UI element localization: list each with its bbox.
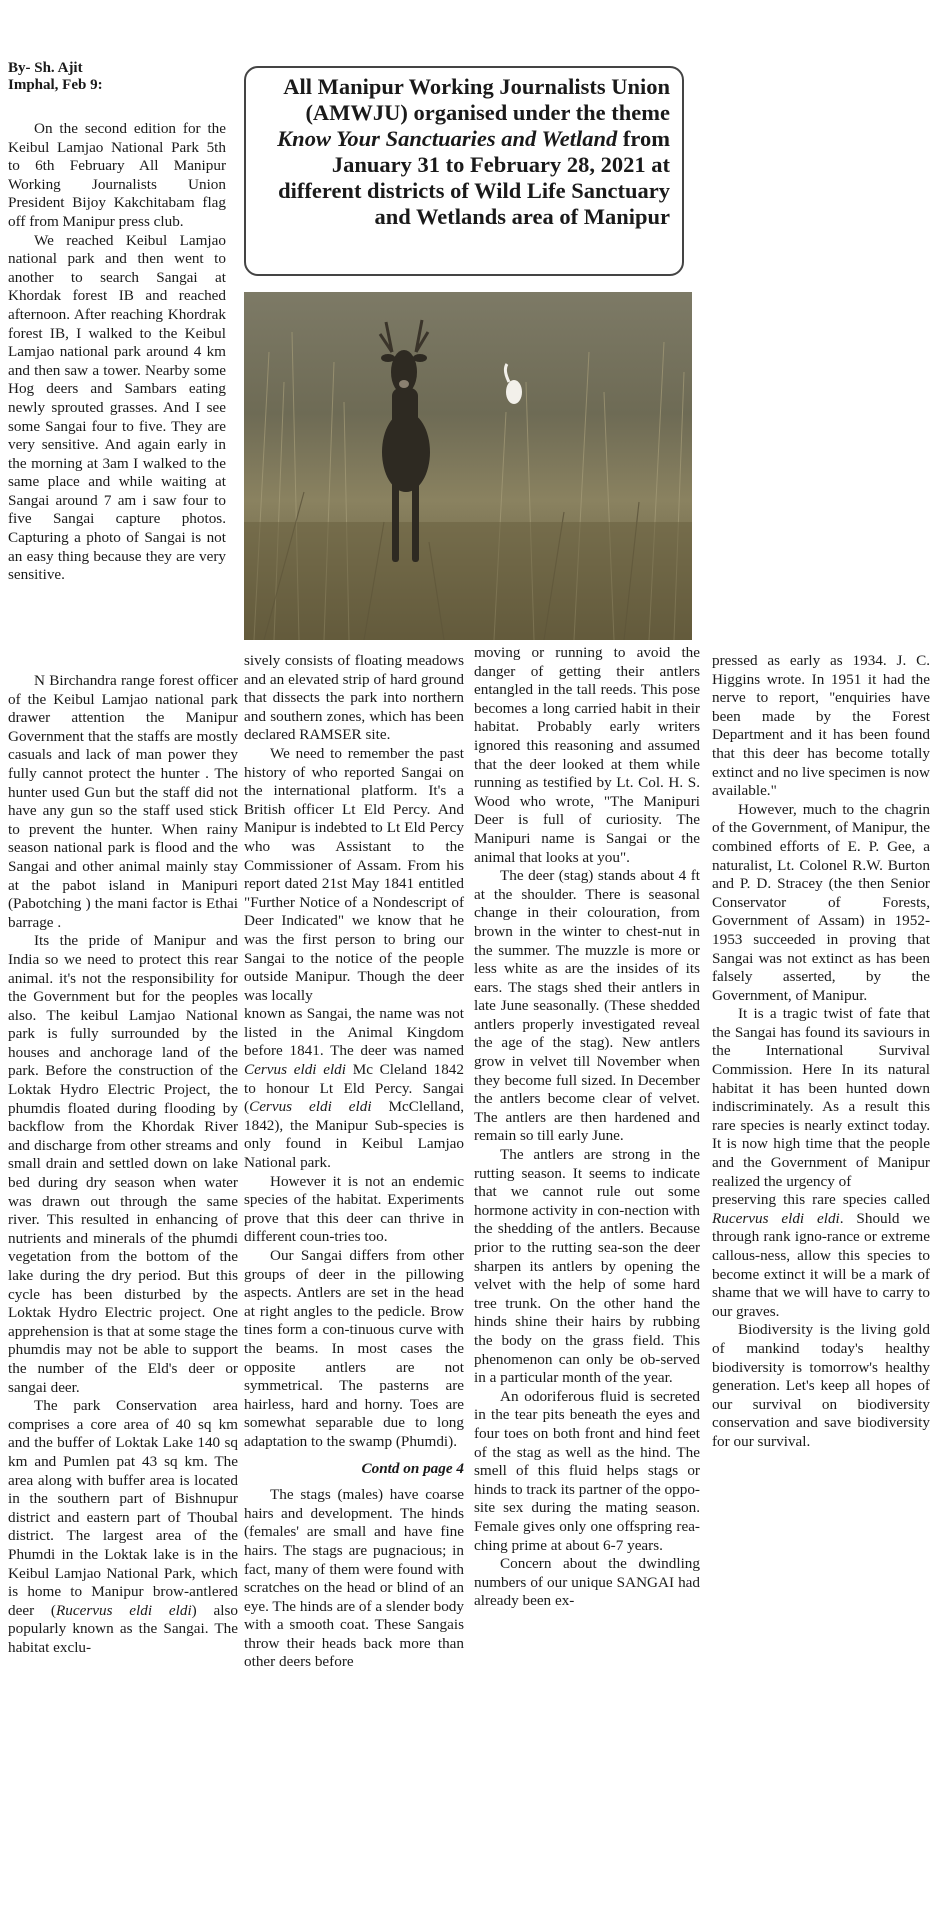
deer-in-grassland-image <box>244 292 692 640</box>
paragraph: moving or running to avoid the danger of getting their antlers entangled in the tall reeds. This pose becomes a long carried habit in their habitat. Probably early writers ignored this reasoning and assumed that the deer looked at them while running as testified by Lt. Col. H. S. Wood who wrote, "The Manipuri Deer is full of curiosity. The Manipuri name is Sangai or the animal that looks at you". <box>474 644 700 866</box>
paragraph: On the second edition for the Keibul Lamjao National Park 5th to 6th February All Manipur Working Journalists Union President Bijoy Kakchitabam flag off from Manipur press club. <box>8 120 226 230</box>
paragraph: It is a tragic twist of fate that the Sangai has found its saviours in the International Survival Commission. Here In its natural habitat it has been hunted down indiscriminately. As a result this rare species is nearly extinct today. It is now high time that the people and the Government of Manipur realized the urgency of <box>712 1005 930 1190</box>
paragraph: However, much to the chagrin of the Government, of Manipur, the combined efforts of E. P. Gee, a naturalist, Lt. Colonel R.W. Burton and P. D. Stracey (the then Senior Conservator of Forests, Government of Assam) in 1952-1953 succeeded in proving that Sangai was not extinct as has been falsely asserted, by the Government, of Manipur. <box>712 800 930 1004</box>
text-run: preserving this rare species called <box>712 1191 930 1209</box>
paragraph: The deer (stag) stands about 4 ft at the shoulder. There is seasonal change in their colouration, from brown in the winter to chest-nut in the summer. The muzzle is more or less white as are the insides of its ears. The stags shed their antlers in late June seasonally. (These shedded antlers properly investigated reveal the age of the stag). New antlers grow in velvet till November when they become full sized. In December the antlers become clear of velvet. The antlers are then hardened and remain so till early June. <box>474 867 700 1145</box>
column-3 <box>474 644 700 1611</box>
paragraph: Concern about the dwindling numbers of our unique SANGAI had already been ex- <box>474 1555 700 1610</box>
continued-on-page-4[interactable]: Contd on page 4 <box>361 1459 464 1477</box>
text-run: ) also popularly known as the Sangai. The habitat exclu- <box>8 1601 238 1656</box>
headline-part1: All Manipur Working Journalists Union (AMWJU) organised under the theme <box>283 74 670 125</box>
headline-part2: from January 31 to February 28, 2021 at different districts of Wild Life Sanctuary and Wetlands area of Manipur <box>278 126 670 229</box>
species-name: Rucervus eldi eldi <box>712 1209 840 1227</box>
text-run: Mc Cleland 1842 to honour Lt Eld Percy. Sangai ( <box>244 1061 464 1116</box>
paragraph: An odoriferous fluid is secreted in the tear pits beneath the eyes and four toes on both front and hind feet of the stag as well as the hind. The smell of this fluid helps stags or hinds to track its partner of the oppo-site sex during the mating season. Female gives only one offspring rea-ching prime at about 6-7 years. <box>474 1387 700 1554</box>
species-name: Cervus eldi eldi <box>244 1061 346 1079</box>
headline-box <box>244 66 684 276</box>
sangai-deer-photo <box>244 292 692 640</box>
paragraph: However it is not an endemic species of the habitat. Experiments prove that this deer can thrive in different coun-tries too. <box>244 1172 464 1246</box>
paragraph: The stags (males) have coarse hairs and development. The hinds (females' are small and have fine hairs. The stags are pugnacious; in fact, many of them were found with scratches on the head or blind of an eye. The hinds are of a slender body with a smooth coat. These Sangais throw their heads back more than other deers before <box>244 1486 464 1671</box>
dateline: Imphal, Feb 9: <box>8 77 103 93</box>
column-1-lower <box>8 672 238 1657</box>
column-4 <box>712 652 930 1452</box>
headline-theme: Know Your Sanctuaries and Wetland <box>277 126 618 151</box>
text-run: known as Sangai, the name was not listed in the Animal Kingdom before 1841. The deer was named <box>244 1005 464 1060</box>
paragraph: We reached Keibul Lamjao national park and then went to another to search Sangai at Khordak forest IB and reached afternoon. After reaching Khordrak forest IB, I walked to the Keibul Lamjao national park around 4 km and then saw a tower. Nearby some Hog deers and Sambars eating newly sprouted grasses. And I see some Sangai four to five. They are very sensitive. And again early in the morning at 3am I walked to the same place and while waiting at Sangai around 7 am i saw four to five Sangai capture photos. Capturing a photo of Sangai is not an easy thing because they are very sensitive. <box>8 231 226 584</box>
author: By- Sh. Ajit <box>8 60 83 76</box>
byline <box>8 60 233 94</box>
species-name: Rucervus eldi eldi <box>56 1601 192 1619</box>
column-1-upper <box>8 120 226 585</box>
paragraph: The antlers are strong in the rutting season. It seems to indicate that we cannot rule out some hormone activity in con-nection with the shedding of the antlers. Because prior to the rutting sea-son the deer sharpen its antlers by opening the velvet with the help of some hard tree trunk. On the other hand the hinds shine their hairs by rubbing the body on the grass field. This phenomenon can only be ob-served in a particular month of the year. <box>474 1146 700 1387</box>
text-run: McClelland, 1842), the Manipur Sub-species is only found in Keibul Lamjao National park. <box>244 1098 464 1172</box>
paragraph <box>244 1005 464 1172</box>
species-name: Cervus eldi eldi <box>249 1098 372 1116</box>
paragraph: Biodiversity is the living gold of mankind today's healthy biodiversity is tomorrow's healthy generation. Let's keep all hopes of our survival on biodiversity conservation and save biodiversity for our survival. <box>712 1321 930 1450</box>
paragraph: N Birchandra range forest officer of the Keibul Lamjao national park drawer attention the Manipur Government that the staffs are mostly casuals and lack of man power they fully cannot protect the hunter . The hunter used Gun but the staff did not have any gun so the staff used stick to prevent the hunter. When rainy season national park is flood and the Sangai and other animal mainly stay at the pabot island in Manipuri (Pabotching ) the mani factor is Ethai barrage . <box>8 672 238 931</box>
paragraph: pressed as early as 1934. J. C. Higgins wrote. In 1951 it had the nerve to report, ''enquiries have been made by the Forest Department and it has been found that this deer has become totally extinct and no live specimen is now available." <box>712 652 930 800</box>
paragraph <box>712 1191 930 1321</box>
paragraph: sively consists of floating meadows and an elevated strip of hard ground that dissects the park into northern and southern zones, which has been declared RAMSER site. <box>244 652 464 744</box>
paragraph <box>8 1397 238 1657</box>
text-run: The park Conservation area comprises a core area of 40 sq km and the buffer of Loktak Lake 140 sq km and Pumlen pat 43 sq km. The area along with buffer area is located in the southern part of Bishnupur district and eastern part of Thoubal district. The largest area of the Phumdi in the Loktak lake is in the Keibul Lamjao National Park, which is home to Manipur brow-antlered deer ( <box>8 1397 238 1619</box>
text-run: . Should we through rank igno-rance or extreme callous-ness, allow this species to become extinct it will be a mark of shame that we will have to carry to our graves. <box>712 1209 931 1320</box>
column-2 <box>244 652 464 1672</box>
paragraph: Its the pride of Manipur and India so we need to protect this rear animal. it's not the responsibility for the Government but for the peoples also. The keibul Lamjao National park is fully surrounded by the houses and anchorage land of the park. Before the construction of the Loktak Hydro Electric Project, the phumdis floated during flooding by backflow from the Khordak River and discharge from other streams and small drain and settled down on lake bed during dry season when water was drawn out through the same river. This resulted in enhancing of nutrients and minerals of the phumdi vegetation from the bottom of the lake during the dry period. But this cycle has been disturbed by the Loktak Hydro Electric project. One apprehension is that at some stage the phumdis may not be able to support the number of the Eld's deer or sangai deer. <box>8 932 238 1396</box>
paragraph: We need to remember the past history of who reported Sangai on the international platform. It's a British officer Lt Eld Percy. And Manipur is indebted to Lt Eld Percy who was Assistant to the Commissioner of Assam. From his report dated 21st May 1841 entitled "Further Notice of a Nondescript of Deer Indicated" we know that he was the first person to bring our Sangai to the notice of the people outside Manipur. Though the deer was locally <box>244 744 464 1004</box>
paragraph: Our Sangai differs from other groups of deer in the pillowing aspects. Antlers are set in the head at right angles to the pedicle. Brow tines form a con-tinuous curve with the beams. In most cases the opposite antlers are not symmetrical. The pasterns are hairless, hard and horny. Toes are somewhat separable due to long adaptation to the swamp (Phumdi). <box>244 1247 464 1450</box>
